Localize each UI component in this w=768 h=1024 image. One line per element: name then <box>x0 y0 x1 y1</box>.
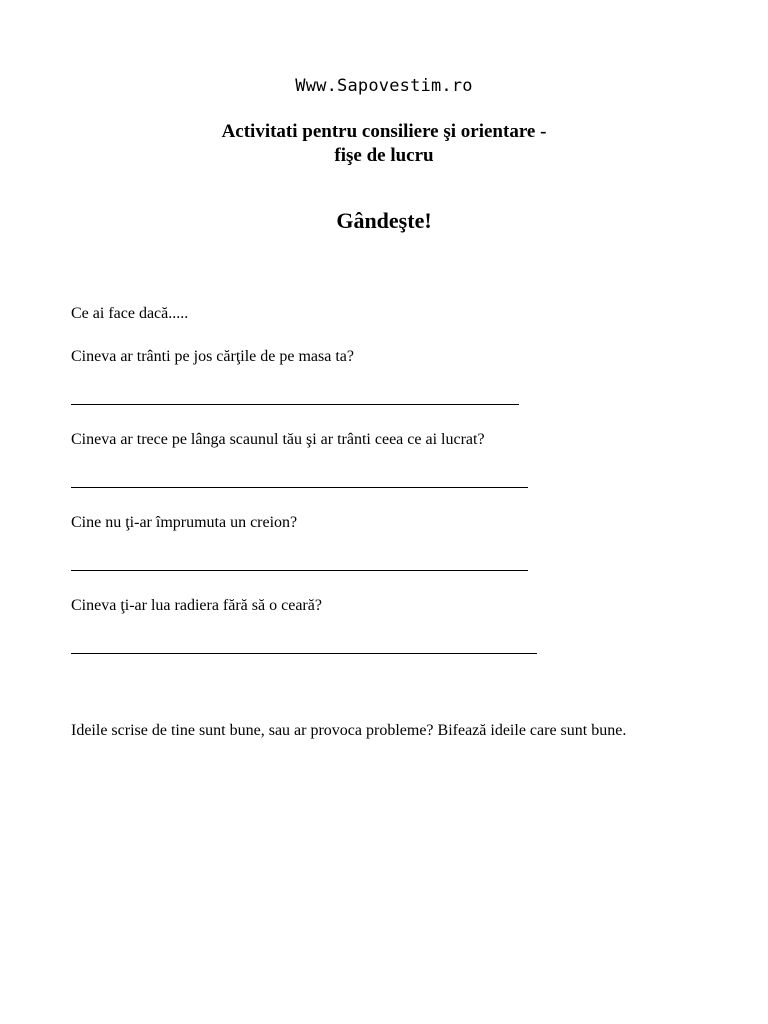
worksheet-title-line-1: Activitati pentru consiliere şi orientare - <box>221 121 547 142</box>
conclusion-text: Ideile scrise de tine sunt bune, sau ar provoca probleme? Bifează ideile care sunt bune. <box>71 722 627 739</box>
question-3: Cine nu ţi-ar împrumuta un creion? <box>71 514 298 531</box>
worksheet-heading: Gândeşte! <box>336 208 432 233</box>
intro-text: Ce ai face dacă..... <box>71 305 189 322</box>
answer-line-4[interactable] <box>71 653 537 654</box>
question-1: Cineva ar trânti pe jos cărţile de pe masa ta? <box>71 348 354 365</box>
question-2: Cineva ar trece pe lânga scaunul tău şi ar trânti ceea ce ai lucrat? <box>71 431 485 448</box>
worksheet-title-line-2: fişe de lucru <box>334 145 434 166</box>
answer-line-1[interactable] <box>71 404 519 405</box>
worksheet-title <box>0 120 768 168</box>
answer-line-3[interactable] <box>71 570 528 571</box>
answer-line-2[interactable] <box>71 487 528 488</box>
question-4: Cineva ţi-ar lua radiera fără să o ceară? <box>71 597 322 614</box>
site-url: Www.Sapovestim.ro <box>295 76 473 96</box>
